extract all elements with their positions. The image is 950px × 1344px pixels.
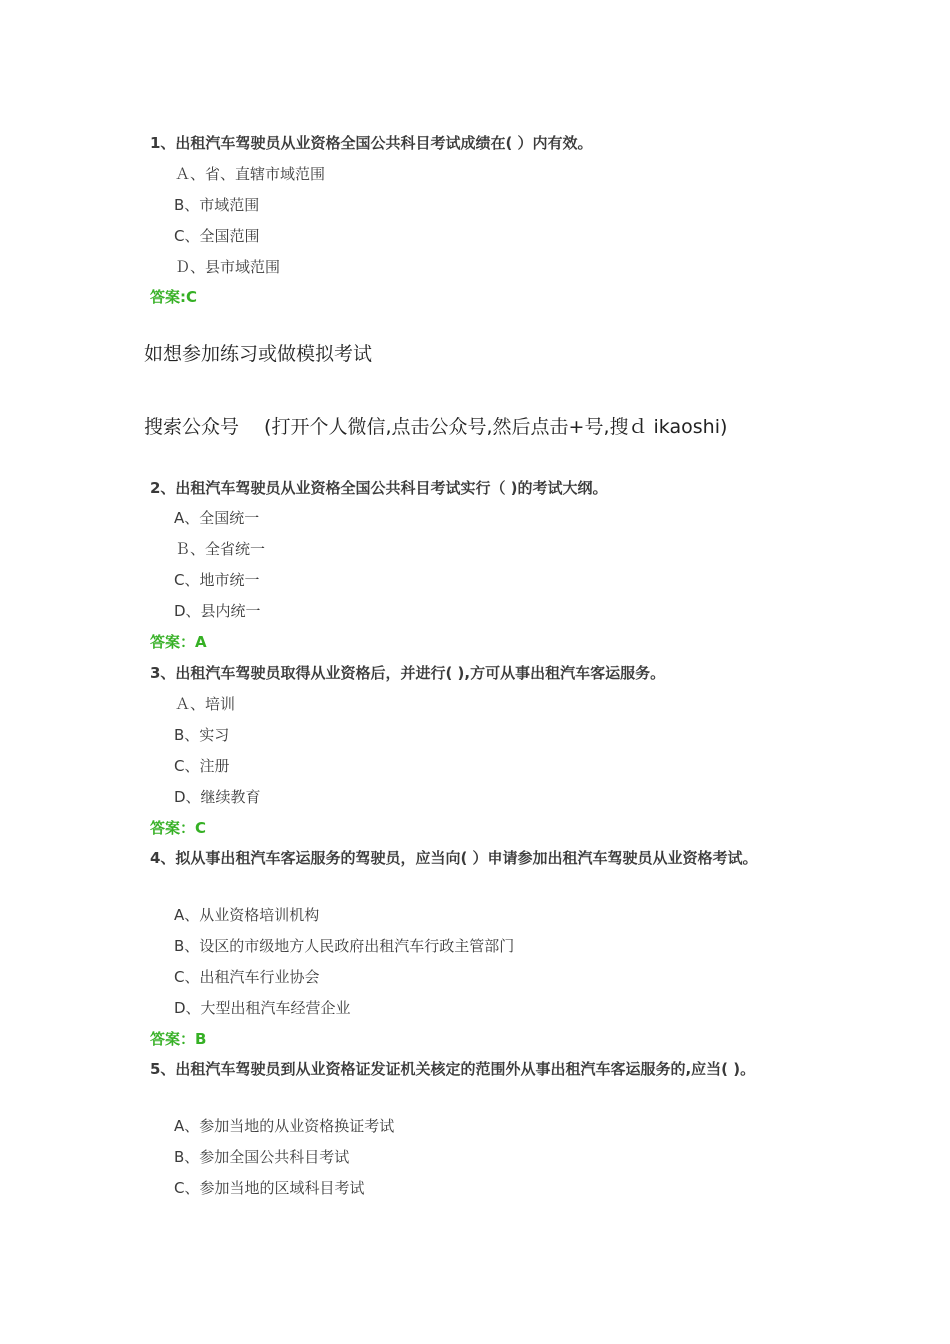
question-3-option-b: B、实习: [174, 726, 230, 744]
question-1-text: 1、出租汽车驾驶员从业资格全国公共科目考试成绩在( ）内有效。: [150, 134, 593, 152]
question-2-option-b: Ｂ、全省统一: [175, 540, 266, 558]
question-4-option-c: C、出租汽车行业协会: [174, 968, 320, 986]
question-2-text: 2、出租汽车驾驶员从业资格全国公共科目考试实行（ )的考试大纲。: [150, 479, 608, 497]
question-3-option-d: D、继续教育: [174, 788, 261, 806]
question-1-option-d: Ｄ、县市域范围: [175, 258, 281, 276]
question-4-answer: 答案：B: [150, 1030, 207, 1048]
question-4-option-a: A、从业资格培训机构: [174, 906, 320, 924]
question-2-option-a: A、全国统一: [174, 509, 260, 527]
question-4-text: 4、拟从事出租汽车客运服务的驾驶员，应当向( ）申请参加出租汽车驾驶员从业资格考试。: [150, 849, 758, 867]
promo-line-1: 如想参加练习或做模拟考试: [144, 343, 373, 365]
question-2-answer: 答案：A: [150, 633, 207, 651]
question-3-text: 3、出租汽车驾驶员取得从业资格后，并进行( ),方可从事出租汽车客运服务。: [150, 664, 666, 682]
question-5-option-a: A、参加当地的从业资格换证考试: [174, 1117, 395, 1135]
question-3-option-a: Ａ、培训: [175, 695, 236, 713]
question-1-option-c: C、全国范围: [174, 227, 260, 245]
question-3-option-c: C、注册: [174, 757, 230, 775]
question-5-option-b: B、参加全国公共科目考试: [174, 1148, 350, 1166]
question-1-answer: 答案:C: [150, 288, 198, 306]
question-4-option-d: D、大型出租汽车经营企业: [174, 999, 351, 1017]
question-2-option-c: C、地市统一: [174, 571, 260, 589]
question-4-option-b: B、设区的市级地方人民政府出租汽车行政主管部门: [174, 937, 515, 955]
question-2-option-d: D、县内统一: [174, 602, 261, 620]
question-5-text: 5、出租汽车驾驶员到从业资格证发证机关核定的范围外从事出租汽车客运服务的,应当( )。: [150, 1060, 756, 1078]
question-1-option-a: Ａ、省、直辖市域范围: [175, 165, 326, 183]
question-5-option-c: C、参加当地的区域科目考试: [174, 1179, 365, 1197]
question-3-answer: 答案：C: [150, 819, 207, 837]
promo-line-2: 搜索公众号 (打开个人微信,点击公众号,然后点击+号,搜ｄ ikaoshi): [144, 416, 728, 438]
question-1-option-b: B、市域范围: [174, 196, 260, 214]
